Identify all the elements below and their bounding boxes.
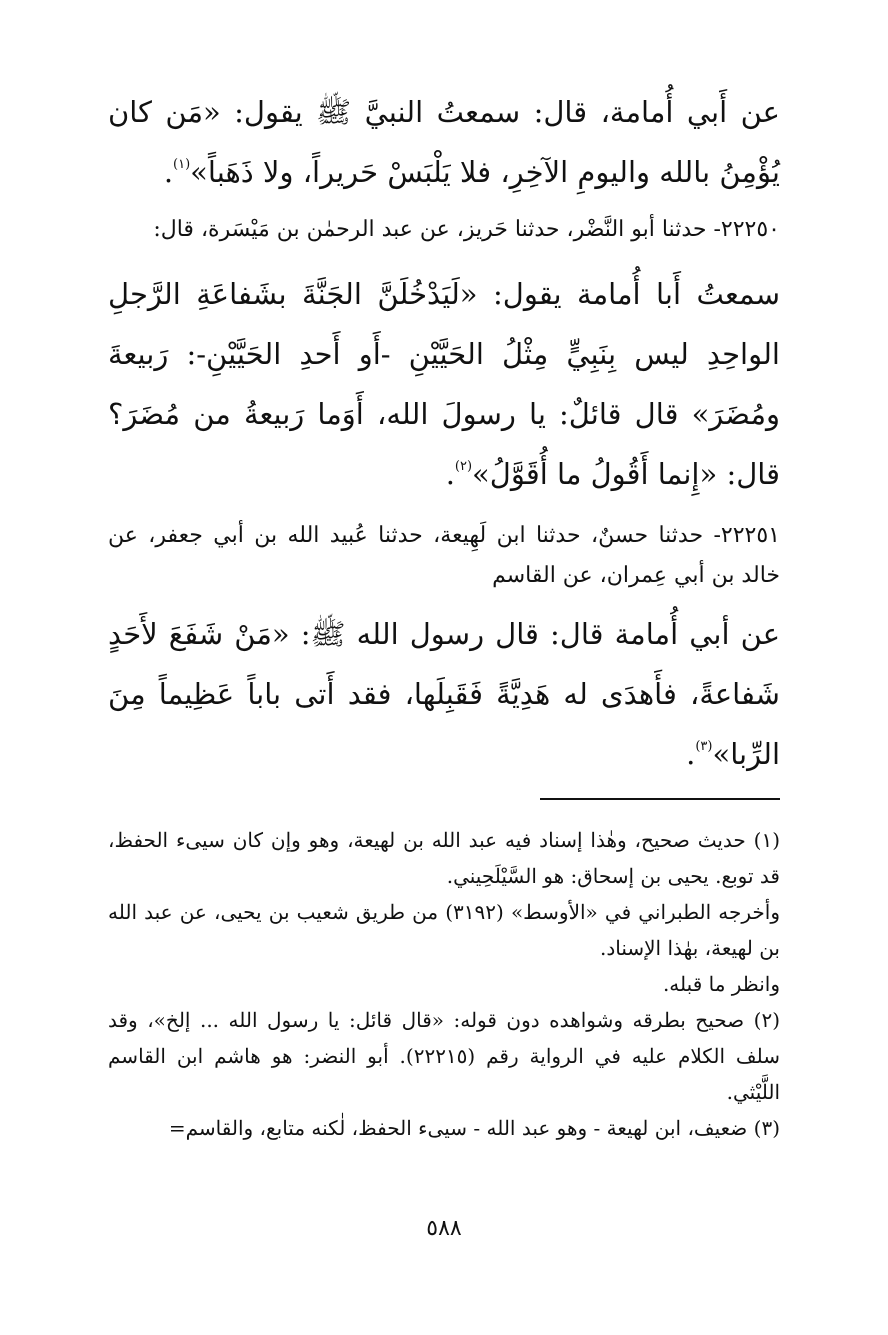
hadith-text-1-end: . [163,155,174,189]
isnad-22250: ٢٢٢٥٠- حدثنا أبو النَّضْر، حدثنا حَريز، عن عبد الرحمٰن بن مَيْسَرة، قال: [153,217,780,242]
hadith-text-3-body: عن أبي أُمامة قال: قال رسول الله ﷺ: «مَنْ شَفَعَ لأَحَدٍ شَفاعةً، فأَهدَى له هَدِيَّةً فَقَبِلَها، فقد أَتى باباً عَظِيماً مِنَ الرِّبا» [108,617,780,771]
footnote-ref-2[interactable]: (٢) [454,459,473,474]
footnotes [108,822,780,1146]
isnad-22251: ٢٢٢٥١- حدثنا حسنٌ، حدثنا ابن لَهِيعة، حدثنا عُبيد الله بن أبي جعفر، عن خالد بن أبي عِمران، عن القاسم [108,523,780,588]
footnote-ref-1[interactable]: (١) [173,157,191,172]
footnote-1: (١) حديث صحيح، وهٰذا إسناد فيه عبد الله بن لهيعة، وهو وإن كان سيىء الحفظ، قد توبع. يحيى بن إسحاق: هو السَّيْلَحِيني. [108,828,780,888]
hadith-text-2 [108,264,780,504]
footnote-separator [540,798,780,800]
hadith-text-1-body: عن أَبي أُمامة، قال: سمعتُ النبيَّ ﷺ يقول: «مَن كان يُؤْمِنُ بالله واليومِ الآخِرِ، فلا يَلْبَسْ حَريراً، ولا ذَهَباً» [108,95,780,189]
hadith-text-1 [108,82,780,202]
footnote-1-continued: وأخرجه الطبراني في «الأوسط» (٣١٩٢) من طريق شعيب بن يحيى، عن عبد الله بن لهيعة، بهٰذا الإسناد. [108,900,780,960]
hadith-text-2-body: سمعتُ أَبا أُمامة يقول: «لَيَدْخُلَنَّ الجَنَّةَ بشَفاعَةِ الرَّجلِ الواحِدِ ليس بِنَبِيٍّ مِثْلُ الحَيَّيْنِ -أَو أَحدِ الحَيَّيْنِ-: رَبيعةَ ومُضَرَ» قال قائلٌ: يا رسولَ الله، أَوَما رَبيعةُ من مُضَرَ؟ قال: «إِنما أَقُولُ ما أُقَوَّلُ» [108,277,780,491]
hadith-text-3-end: . [686,737,696,771]
hadith-text-3 [108,604,780,784]
footnote-1-see-also: وانظر ما قبله. [662,972,780,996]
page-number: ٥٨٨ [426,1216,462,1241]
hadith-text-2-end: . [445,457,455,491]
footnote-3: (٣) ضعيف، ابن لهيعة - وهو عبد الله - سيىء الحفظ، لٰكنه متابع، والقاسم= [168,1116,780,1140]
footnote-2: (٢) صحيح بطرقه وشواهده دون قوله: «قال قائل: يا رسول الله ... إلخ»، وقد سلف الكلام عليه في الرواية رقم (٢٢٢١٥). أبو النضر: هو هاشم ابن القاسم اللَّيْثي. [108,1008,780,1104]
footnote-separator-wrap [108,784,780,822]
footnote-ref-3[interactable]: (٣) [695,739,713,754]
